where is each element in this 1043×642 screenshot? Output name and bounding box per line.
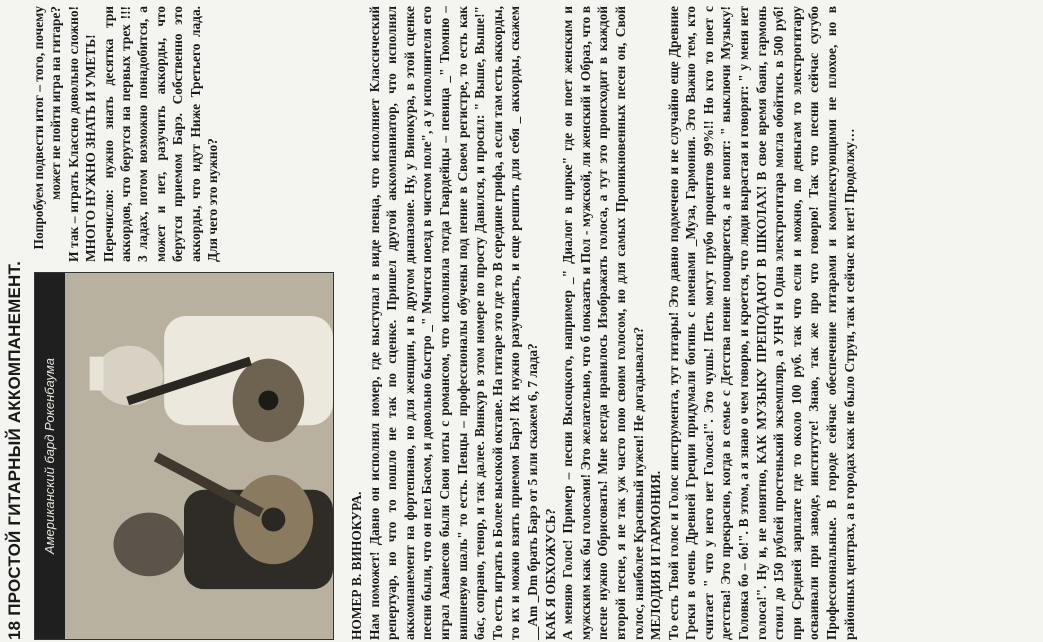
side-paragraph: И так – играть Классно довольно сложно! МНОГО НУЖНО ЗНАТЬ И УМЕТЬ! bbox=[65, 6, 99, 262]
side-paragraph: Перечислю: нужно знать десятка три аккордов, что берутся на первых трех !!! 3 ладах, потом возможно понадобится, а может и нет, разучить аккорды, что берутся приемом Барэ. Собственно это аккорды, что идут Ниже Третьего лада. Для чего это нужно? bbox=[100, 6, 221, 262]
page-title: 18 ПРОСТОЙ ГИТАРНЫЙ АККОМПАНЕМЕНТ. bbox=[5, 260, 24, 640]
photo-guitarists bbox=[34, 272, 334, 640]
section-heading: МЕЛОДИЯ И ГАРМОНИЯ. bbox=[648, 470, 664, 640]
side-paragraph: Попробуем подвести итог – того, почему может не пойти игра на гитаре? bbox=[31, 6, 64, 250]
top-block bbox=[30, 6, 348, 640]
body-text bbox=[348, 6, 858, 640]
section-heading: КАК Я ОБХОЖУСЬ? bbox=[542, 508, 558, 640]
side-column bbox=[30, 6, 221, 262]
photo-illustration bbox=[35, 273, 333, 639]
photo-caption: Американский бард Рокенбаума bbox=[35, 273, 65, 639]
section-text: То есть Твой голос и Голос инструмента, тут гитары! Это давно подмечено и не случайно еще Древние Греки в очень Древней Греции придумали богинь с именами _Муза, Гармония. Это Важно тем, кто считает " что у него нет Голоса!". Это чушь! Петь могут грубо процентов 99%!! Но кто то поет с детства! Это прекрасно, когда в семье с Детства пение поощряется, а не вопят: " выключи Музыку! Головка бо – бо!". В этом, а я знаю о чем говорю, и кроется, что люди вырастая и говорят: " у меня нет голоса!". Ну и, не понятно, КАК МУЗЫКУ ПРЕПОДАЮТ В ШКОЛАХ! В свое время баян, гармонь стоил до 150 рублей простенький экземпляр, а УНЧ и Одна электрогитара могла обойтись в 500 руб! при Средней зарплате где то около 100 руб. так что если и можно, по деньгам то электрогитару осваивали при заводе, институте! Знаю, так же про что говорю! Так что песни сейчас сугубо Профессиональные. В городе сейчас обеспечение гитарами и комплектующими не плохое, но в районных центрах, а в городах как не было Струн, так и сейчас их нет! Продолжу… bbox=[665, 6, 857, 640]
section-text: А меняю Голос! Пример – песни Высоцкого, например _" Диалог в цирке" где он поет женским и мужским как бы голосами! Это желательно, что б показать и Пол - мужской, ли женский и Образ, что в песне нужно Обрисовать! Мне всегда нравилось Изображать голоса, а тут это происходит в каждой второй песне, я не так уж часто пою своим голосом, но для самых Проникновенных песен он, Свой голос, наиболее Красивый нужен! Не догадывался? bbox=[560, 6, 646, 640]
section-text: Нам поможет! Давно он исполнял номер, где выступал в виде певца, что исполняет Классический репертуар, но что то пошло не так по сценке. Пришел другой аккомпаниатор, что исполнял аккомпанемент на фортепиано, но для женщин, и в другом диапазоне. Ну, у Винокура, в этой сценке песни были, что он пел Басом, и довольно быстро _" Мчится поезд в чистом поле", а у исполнителя его играл Аванесов были Свои ноты с романсом, что исполняла тогда Гвардейцы – певица _" Тюмню – вишневую шаль" то есть. Певцы – профессионалы обучены под пение в Своем регистре, то есть как бас, сопрано, тенор, и так далее. Винкур в этом номере по просту Давился, и просил: " Выше, Выше!" То есть играть в Более высокой октаве. На гитаре это где то В середине грифа, а если там есть аккорды, то их и можно взять приемом Барэ! Их нужно разучивать, и еще решить для себя _ аккорды, скажем __Am _Dm брать Барэ от 5 или скажем 6, 7 лада? bbox=[366, 6, 540, 640]
section-heading: НОМЕР В. ВИНОКУРА. bbox=[349, 491, 364, 640]
